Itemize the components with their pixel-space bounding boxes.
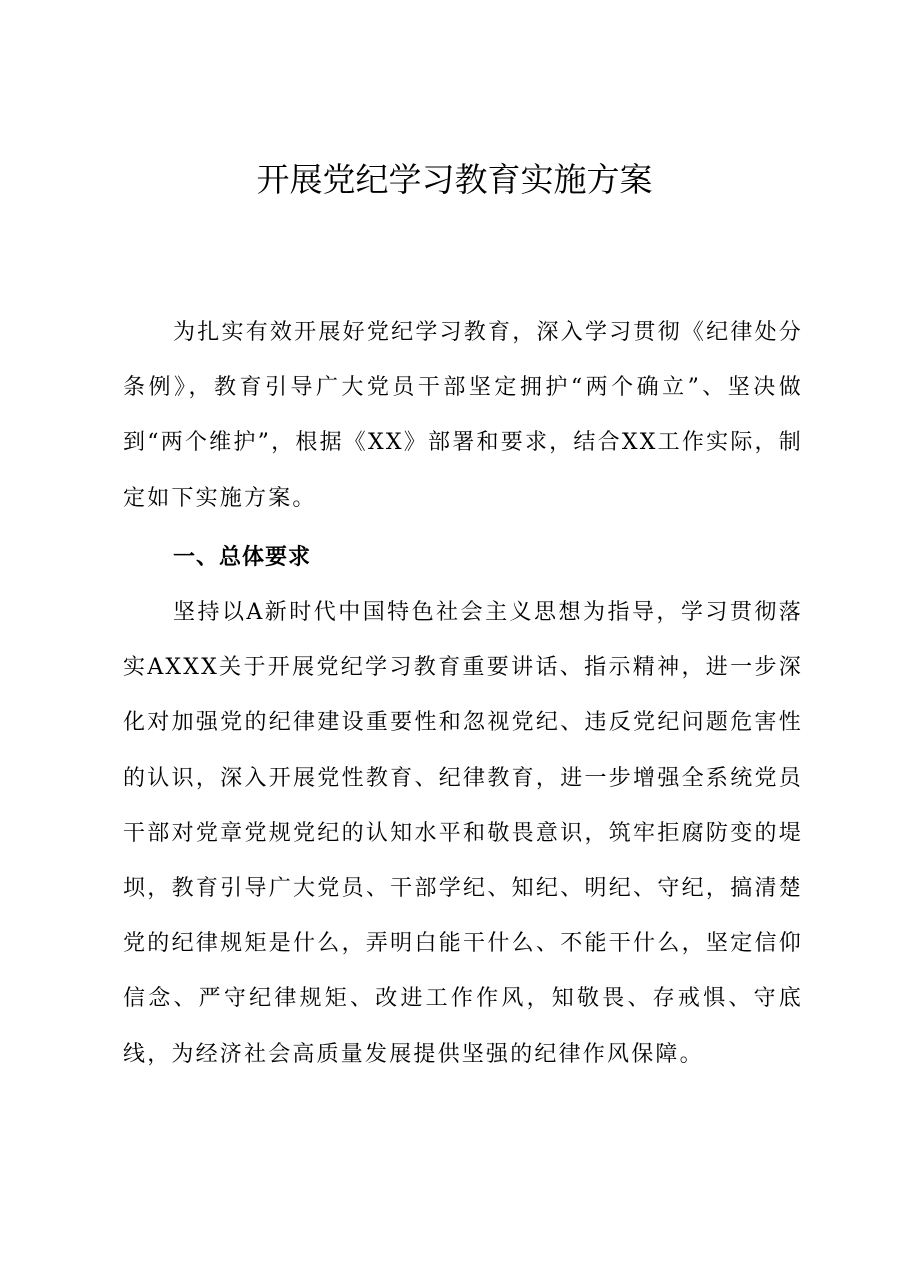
document-title: 开展党纪学习教育实施方案 bbox=[256, 160, 653, 199]
section-heading-general-requirements: 一、总体要求 bbox=[173, 545, 312, 570]
intro-paragraph: 为扎实有效开展好党纪学习教育，深入学习贯彻《纪律处分条例》，教育引导广大党员干部坚定拥护“两个确立”、坚决做到“两个维护”，根据《XX》部署和要求，结合XX工作实际，制定如下实施方案。 bbox=[123, 320, 803, 511]
general-requirements-paragraph: 坚持以A新时代中国特色社会主义思想为指导，学习贯彻落实AXXX关于开展党纪学习教育重要讲话、指示精神，进一步深化对加强党的纪律建设重要性和忽视党纪、违反党纪问题危害性的认识，深入开展党性教育、纪律教育，进一步增强全系统党员干部对党章党规党纪的认知水平和敬畏意识，筑牢拒腐防变的堤坝，教育引导广大党员、干部学纪、知纪、明纪、守纪，搞清楚党的纪律规矩是什么，弄明白能干什么、不能干什么，坚定信仰信念、严守纪律规矩、改进工作作风，知敬畏、存戒惧、守底线，为经济社会高质量发展提供坚强的纪律作风保障。 bbox=[123, 600, 803, 1067]
